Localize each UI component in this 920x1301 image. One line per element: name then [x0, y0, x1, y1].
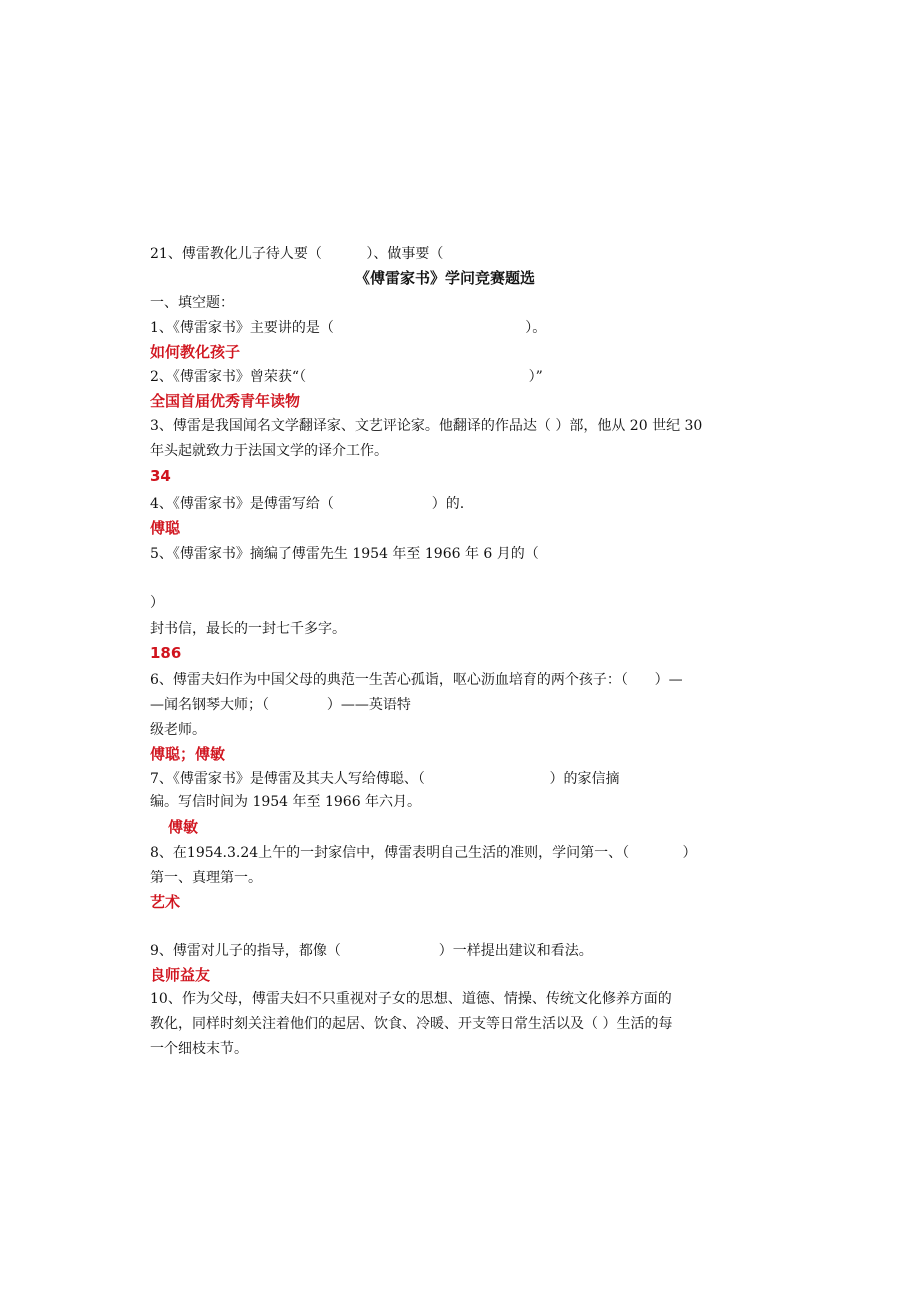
answer-9: 良师益友 — [150, 966, 211, 984]
question-8-line-2: 第一、真理第一。 — [150, 870, 262, 886]
question-10-line-1: 10、作为父母，傅雷夫妇不只重视对子女的思想、道德、情操、传统文化修养方面的 — [150, 991, 672, 1007]
question-3-line-1: 3、傅雷是我国闻名文学翻译家、文艺评论家。他翻译的作品达（ ）部，他从 20 世纪 30 — [150, 418, 703, 434]
question-7-line-1: 7、《傅雷家书》是傅雷及其夫人写给傅聪、（ ）的家信摘 — [150, 771, 620, 787]
answer-6: 傅聪；傅敏 — [150, 745, 226, 763]
question-2: 2、《傅雷家书》曾荣获“（ ）” — [150, 369, 543, 385]
answer-7: 傅敏 — [168, 818, 199, 836]
answer-4: 傅聪 — [150, 519, 181, 537]
answer-3: 34 — [150, 467, 171, 485]
question-5-line-3: 封书信，最长的一封七千多字。 — [150, 621, 346, 637]
question-8-line-1: 8、在1954.3.24上午的一封家信中，傅雷表明自己生活的准则，学问第一、（ ） — [150, 845, 697, 861]
question-1: 1、《傅雷家书》主要讲的是（ ）。 — [150, 320, 547, 336]
answer-8: 艺术 — [150, 893, 181, 911]
question-21-line: 21、傅雷教化儿子待人要（ ）、做事要（ — [150, 246, 444, 262]
question-5-line-1: 5、《傅雷家书》摘编了傅雷先生 1954 年至 1966 年 6 月的（ — [150, 546, 539, 562]
answer-1: 如何教化孩子 — [150, 343, 241, 361]
question-10-line-2: 教化，同样时刻关注着他们的起居、饮食、冷暖、开支等日常生活以及（ ）生活的每 — [150, 1016, 673, 1032]
question-9: 9、傅雷对儿子的指导，都像（ ）一样提出建议和看法。 — [150, 943, 593, 959]
answer-2: 全国首届优秀青年读物 — [150, 392, 301, 410]
question-6-line-1: 6、傅雷夫妇作为中国父母的典范一生苦心孤诣，呕心沥血培育的两个孩子：（ ）— — [150, 672, 683, 688]
question-6-line-3: 级老师。 — [150, 722, 206, 738]
question-4: 4、《傅雷家书》是傅雷写给（ ）的. — [150, 496, 465, 512]
question-3-line-2: 年头起就致力于法国文学的译介工作。 — [150, 443, 388, 459]
answer-5: 186 — [150, 644, 182, 662]
page-title: 《傅雷家书》学问竞赛题选 — [354, 269, 535, 287]
question-7-line-2: 编。写信时间为 1954 年至 1966 年六月。 — [150, 794, 422, 810]
question-5-line-2: ） — [150, 595, 164, 611]
section-heading: 一、填空题： — [150, 295, 234, 311]
question-6-line-2: —闻名钢琴大师；（ ）——英语特 — [150, 697, 411, 713]
question-10-line-3: 一个细枝末节。 — [150, 1041, 248, 1057]
